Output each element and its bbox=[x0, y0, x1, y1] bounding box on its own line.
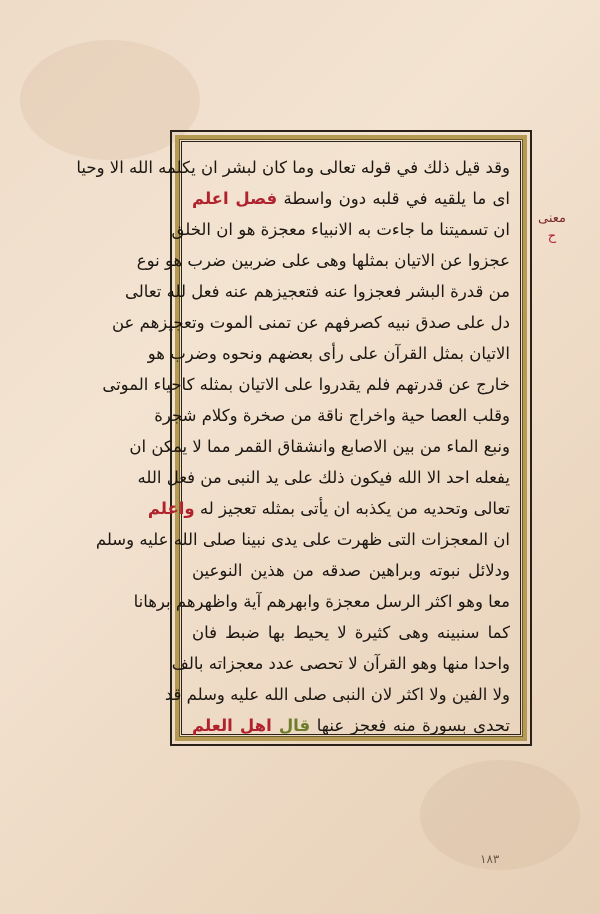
rubric-word: فصل اعلم bbox=[192, 189, 278, 208]
line-text: ونبع الماء من بين الاصابع وانشقاق القمر مما لا يمكن ان bbox=[129, 437, 510, 456]
text-line bbox=[129, 431, 510, 462]
line-text: وقد قيل ذلك في قوله تعالى وما كان لبشر ان يكلمه الله الا وحيا bbox=[76, 158, 510, 177]
line-text: من قدرة البشر فعجزوا عنه فتعجيزهم عنه فعل لله تعالى bbox=[125, 282, 510, 301]
text-line bbox=[133, 586, 510, 617]
line-text: كما سنبينه وهى كثيرة لا يحيط بها ضبط فان bbox=[192, 623, 510, 642]
line-text: ودلائل نبوته وبراهين صدقه من هذين النوعين bbox=[192, 561, 510, 580]
text-line bbox=[147, 338, 510, 369]
text-line bbox=[147, 493, 510, 524]
line-text: تحدى بسورة منه فعجز عنها bbox=[310, 716, 510, 735]
text-line bbox=[171, 214, 510, 245]
line-text: عجزوا عن الاتيان بمثلها وهى على ضربين ضرب هو نوع bbox=[136, 251, 510, 270]
line-text: دل على صدق نبيه كصرفهم عن تمنى الموت وتعجيزهم عن bbox=[111, 313, 510, 332]
line-text: الاتيان بمثل القرآن على رأى بعضهم ونحوه وضرب هو bbox=[147, 344, 510, 363]
text-line bbox=[192, 617, 510, 648]
text-line bbox=[111, 307, 510, 338]
line-text: ولا الفين ولا اكثر لان النبى صلى الله عليه وسلم قد bbox=[164, 685, 510, 704]
text-line bbox=[192, 555, 510, 586]
text-frame bbox=[76, 130, 532, 746]
text-line bbox=[125, 276, 510, 307]
text-line bbox=[102, 369, 510, 400]
line-text: يفعله احد الا الله فيكون ذلك على يد النبى من فعل الله bbox=[137, 468, 510, 487]
text-line bbox=[192, 710, 510, 741]
line-text: واحدا منها وهو القرآن لا تحصى عدد معجزاته بالف bbox=[171, 654, 510, 673]
rubric-word: واعلم bbox=[147, 499, 195, 518]
text-line bbox=[136, 245, 510, 276]
rubric-word: قال bbox=[271, 716, 311, 735]
text-block bbox=[76, 141, 521, 735]
rubric-word: اهل العلم bbox=[192, 716, 272, 735]
line-text: وقلب العصا حية واخراج ناقة من صخرة وكلام شجرة bbox=[154, 406, 510, 425]
paper-stain bbox=[420, 760, 580, 870]
line-text: خارج عن قدرتهم فلم يقدروا على الاتيان بمثله كاحياء الموتى bbox=[102, 375, 510, 394]
line-text: ان تسميتنا ما جاءت به الانبياء معجزة هو ان الخلق bbox=[171, 220, 510, 239]
text-line bbox=[76, 152, 510, 183]
text-line bbox=[192, 183, 510, 214]
text-line bbox=[137, 462, 510, 493]
margin-note-word: معنى bbox=[538, 211, 566, 226]
margin-note bbox=[538, 210, 566, 246]
line-text: ان المعجزات التى ظهرت على يدى نبينا صلى الله عليه وسلم bbox=[95, 530, 510, 549]
line-text: معا وهو اكثر الرسل معجزة وابهرهم آية واظهرهم برهانا bbox=[133, 592, 510, 611]
margin-note-mark: ح bbox=[547, 229, 557, 244]
text-line bbox=[154, 400, 510, 431]
line-text: اى ما يلقيه في قلبه دون واسطة bbox=[277, 189, 511, 208]
folio-number: ١٨٣ bbox=[480, 852, 500, 866]
text-line bbox=[164, 679, 510, 710]
text-line bbox=[171, 648, 510, 679]
text-line bbox=[95, 524, 510, 555]
line-text: تعالى وتحديه من يكذبه ان يأتى بمثله تعجيز له bbox=[194, 499, 510, 518]
